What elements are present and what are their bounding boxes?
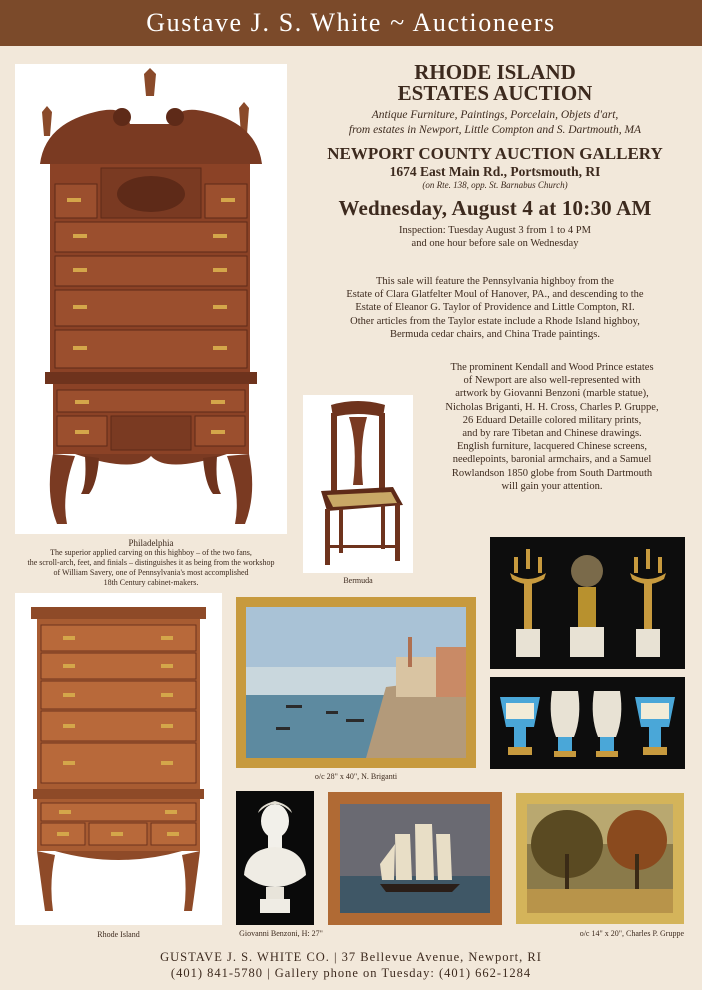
body-line: needlepoints, baronial armchairs, and a Samuel (452, 454, 652, 466)
philadelphia-caption-title: Philadelphia (128, 538, 174, 548)
ship-painting-frame (328, 792, 502, 925)
philadelphia-caption-line: The superior applied carving on this highboy – of the two fans, (50, 548, 252, 557)
footer-line1: GUSTAVE J. S. WHITE CO. | 37 Bellevue Avenue, Newport, RI (160, 950, 542, 964)
philadelphia-caption (15, 538, 287, 588)
body-line: Nicholas Briganti, H. H. Cross, Charles P. Gruppe, (445, 401, 659, 413)
body-paragraph-2 (418, 361, 686, 493)
body-line: Rowlandson 1850 globe from South Dartmouth (451, 467, 653, 479)
porcelain-vases-photo (490, 677, 685, 769)
benzoni-caption: Giovanni Benzoni, H: 27" (239, 929, 323, 938)
philadelphia-highboy-photo (15, 64, 287, 534)
candelabra-photo (490, 537, 685, 669)
inspection-line1: Inspection: Tuesday August 3 from 1 to 4 PM (399, 225, 591, 236)
bermuda-chair-photo (303, 395, 413, 573)
body-line: 26 Eduard Detaille colored military prints, (462, 414, 642, 426)
body-line: Estate of Eleanor G. Taylor of Providence and Little Compton, RI. (355, 302, 635, 314)
body-line: This sale will feature the Pennsylvania highboy from the (376, 276, 614, 287)
gallery-name: NEWPORT COUNTY AUCTION GALLERY (327, 144, 663, 163)
benzoni-bust-photo (236, 791, 314, 925)
auction-date: Wednesday, August 4 at 10:30 AM (338, 196, 652, 220)
footer-line2: (401) 841-5780 | Gallery phone on Tuesday: (401) 662-1284 (170, 966, 532, 980)
body-line: and by rare Tibetan and Chinese drawings. (462, 428, 642, 440)
auction-title-block (300, 62, 690, 250)
body-paragraph-1 (300, 275, 690, 341)
rhode-island-caption: Rhode Island (97, 930, 140, 939)
auction-subtitle-line1: Antique Furniture, Paintings, Porcelain, Objets d'art, (371, 109, 619, 121)
header-banner (0, 0, 702, 46)
body-line: Estate of Clara Glatfelter Moul of Hanover, PA., and descending to the (346, 289, 644, 301)
bermuda-caption: Bermuda (343, 576, 373, 585)
body-line: artwork by Giovanni Benzoni (marble statue), (455, 388, 649, 400)
briganti-painting-frame (236, 597, 476, 768)
header-title: Gustave J. S. White ~ Auctioneers (146, 8, 556, 37)
gruppe-caption: o/c 14" x 20", Charles P. Gruppe (579, 929, 684, 938)
body-line: Bermuda cedar chairs, and China Trade paintings. (390, 328, 600, 340)
gruppe-painting-frame (516, 793, 684, 924)
body-line: of Newport are also well-represented with (463, 375, 641, 387)
inspection-line2: and one hour before sale on Wednesday (411, 238, 579, 250)
philadelphia-caption-line: the scroll-arch, feet, and finials – distinguishes it as being from the workshop (27, 558, 275, 567)
body-line: English furniture, lacquered Chinese screens, (456, 441, 648, 453)
briganti-painting (246, 607, 466, 758)
ship-painting (340, 804, 490, 913)
gruppe-painting (527, 804, 673, 913)
body-line: will gain your attention. (501, 480, 603, 492)
gallery-address: 1674 East Main Rd., Portsmouth, RI (389, 164, 601, 179)
philadelphia-caption-line: of William Savery, one of Pennsylvania's most accomplished (53, 568, 249, 577)
briganti-caption: o/c 28" x 40", N. Briganti (314, 772, 398, 781)
auction-subtitle-line2: from estates in Newport, Little Compton and S. Dartmouth, MA (348, 124, 642, 136)
auction-title-line1: RHODE ISLAND (414, 60, 576, 84)
body-line: The prominent Kendall and Wood Prince estates (450, 362, 654, 373)
philadelphia-caption-line: 18th Century cabinet-makers. (103, 578, 199, 587)
auction-title-line2: ESTATES AUCTION (397, 81, 593, 105)
gallery-route: (on Rte. 138, opp. St. Barnabus Church) (422, 180, 568, 190)
rhode-island-highboy-photo (15, 593, 222, 925)
footer (0, 949, 702, 981)
body-line: Other articles from the Taylor estate include a Rhode Island highboy, (350, 315, 640, 327)
